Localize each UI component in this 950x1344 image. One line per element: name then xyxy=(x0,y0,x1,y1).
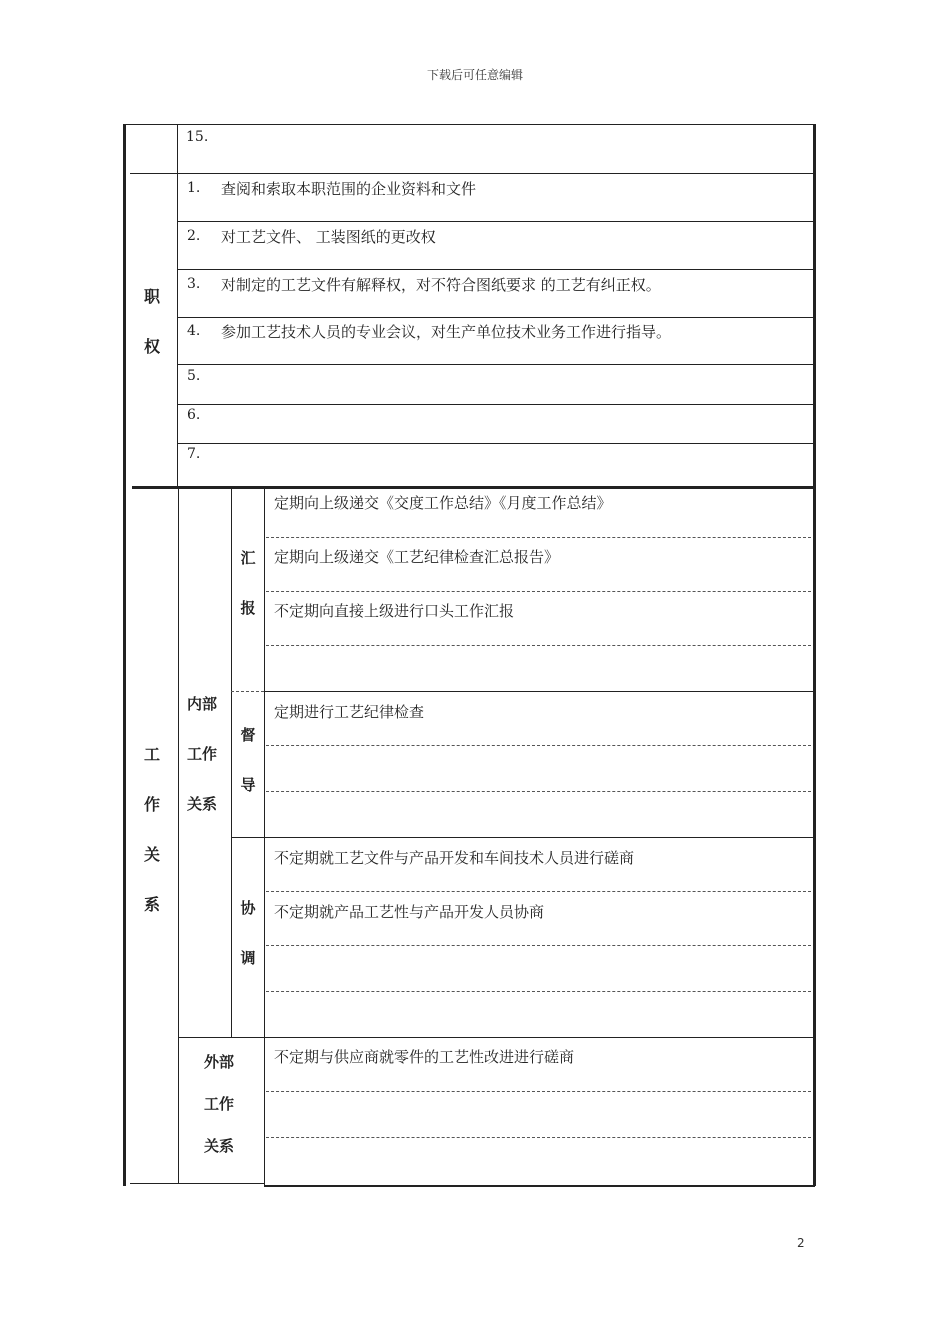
coordinate-label-char: 调 xyxy=(240,949,256,967)
supervise-label-char: 督 xyxy=(240,726,256,744)
work-relations-label-char: 系 xyxy=(143,895,160,914)
report-item: 定期向上级递交《交度工作总结》《月度工作总结》 xyxy=(274,494,612,512)
authority-item-num: 7. xyxy=(187,446,201,462)
item-15: 15. xyxy=(186,129,209,145)
coordinate-item: 不定期就产品工艺性与产品开发人员协商 xyxy=(274,903,545,921)
report-label-char: 报 xyxy=(240,599,256,617)
authority-item-num: 1. xyxy=(187,180,201,196)
authority-label-char: 职 xyxy=(143,287,160,306)
external-label-line: 工作 xyxy=(204,1095,235,1113)
authority-item-text: 查阅和索取本职范围的企业资料和文件 xyxy=(221,180,477,198)
authority-item-text: 参加工艺技术人员的专业会议，对生产单位技术业务工作进行指导。 xyxy=(221,323,672,341)
internal-label-line: 工作 xyxy=(187,745,218,763)
authority-item-text: 对工艺文件、 工装图纸的更改权 xyxy=(221,228,436,246)
authority-label-char: 权 xyxy=(143,337,160,356)
page-number: 2 xyxy=(797,1236,805,1250)
authority-item-num: 2. xyxy=(187,228,201,244)
report-label-char: 汇 xyxy=(240,549,256,567)
external-label-line: 外部 xyxy=(204,1053,235,1071)
authority-item-num: 3. xyxy=(187,276,201,292)
authority-item-text: 对制定的工艺文件有解释权，对不符合图纸要求 的工艺有纠正权。 xyxy=(221,276,661,294)
page-header: 下载后可任意编辑 xyxy=(426,68,523,82)
internal-label-line: 关系 xyxy=(187,795,218,813)
external-item: 不定期与供应商就零件的工艺性改进进行磋商 xyxy=(274,1048,575,1066)
coordinate-item: 不定期就工艺文件与产品开发和车间技术人员进行磋商 xyxy=(274,849,635,867)
authority-item-num: 5. xyxy=(187,368,201,384)
coordinate-label-char: 协 xyxy=(240,899,256,917)
authority-item-num: 4. xyxy=(187,323,201,339)
authority-item-num: 6. xyxy=(187,407,201,423)
internal-label-line: 内部 xyxy=(187,695,218,713)
work-relations-label-char: 作 xyxy=(143,795,160,814)
external-label-line: 关系 xyxy=(204,1137,235,1155)
report-item: 不定期向直接上级进行口头工作汇报 xyxy=(274,602,515,620)
supervise-item: 定期进行工艺纪律检查 xyxy=(274,703,425,721)
work-relations-label-char: 工 xyxy=(143,745,160,764)
work-relations-label-char: 关 xyxy=(143,845,160,864)
report-item: 定期向上级递交《工艺纪律检查汇总报告》 xyxy=(274,548,560,566)
supervise-label-char: 导 xyxy=(240,776,256,794)
